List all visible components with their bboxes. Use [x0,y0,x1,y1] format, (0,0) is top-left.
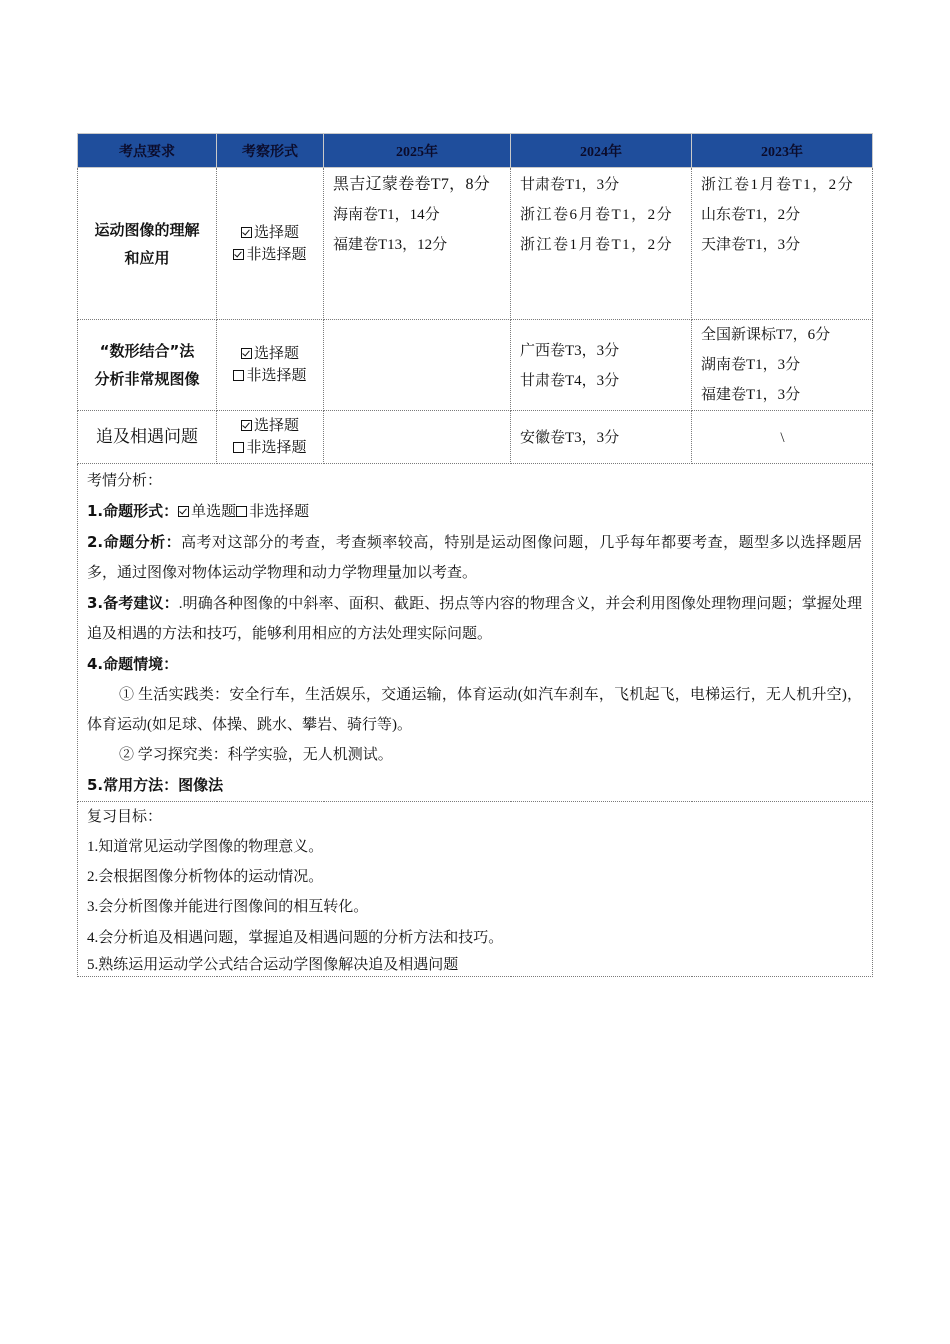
topic-line: 分析非常规图像 [94,370,200,388]
option-choice: 选择题 [217,343,323,365]
topic-cell [78,320,217,411]
exam-entry: 福建卷T13，12分 [333,237,448,253]
analysis-paragraph: 2.命题分析：高考对这部分的考查，考查频率较高，特别是运动图像问题，几乎每年都要考查，题型多以选择题居多，通过图像对物体运动学物理和动力学物理量加以考查。 [87,533,862,581]
method-line: 5.常用方法：图像法 [87,776,224,794]
option-nonchoice: 非选择题 [217,437,323,459]
advice-paragraph: 3.备考建议：.明确各种图像的中斜率、面积、截距、拐点等内容的物理含义，并会利用图像处理物理问题；掌握处理追及相遇的方法和技巧，能够利用相应的方法处理实际问题。 [87,594,862,642]
goals-section [78,802,873,977]
exam-entry: 天津卷T1，3分 [701,237,801,253]
exam-entry: 安徽卷T3，3分 [520,430,620,446]
exam-entry: 浙江卷6月卷T1，2分 [520,207,674,223]
option-choice: 选择题 [217,415,323,437]
exam-entry: 湖南卷T1，3分 [701,357,801,373]
form-cell [217,168,324,320]
checked-box-icon [178,506,189,517]
form-cell [217,320,324,411]
checked-box-icon [241,420,252,431]
header-2023: 2023年 [692,134,873,168]
form-line: 1.命题形式： 单选题 非选择题 [87,502,310,520]
topic-cell [78,168,217,320]
cell-2024 [511,411,692,464]
cell-2023 [692,168,873,320]
analysis-section [78,464,873,802]
context-heading: 4.命题情境： [87,655,179,673]
cell-2023 [692,320,873,411]
option-nonchoice: 非选择题 [217,365,323,387]
table-header-row [78,134,873,168]
cell-2024 [511,320,692,411]
topic-line: 运动图像的理解 [94,220,200,239]
table-row [78,168,873,320]
checked-box-icon [233,249,244,260]
topic-line: 追及相遇问题 [96,427,198,447]
header-2024: 2024年 [511,134,692,168]
table-row [78,411,873,464]
analysis-heading: 考情分析： [87,473,163,489]
exam-entry: 甘肃卷T1，3分 [520,177,620,193]
exam-analysis-table [77,133,873,977]
option-nonchoice: 非选择题 [217,244,323,266]
goals-row [78,802,873,977]
topic-cell [78,411,217,464]
goal-item: 1.知道常见运动学图像的物理意义。 [87,839,324,855]
cell-2024 [511,168,692,320]
exam-entry: 全国新课标T7，6分 [701,327,831,343]
context-item: ② 学习探究类：科学实验，无人机测试。 [119,747,393,763]
context-item: ① 生活实践类：安全行车，生活娱乐，交通运输，体育运动(如汽车刹车，飞机起飞，电梯运行，无人机升空)，体育运动(如足球、体操、跳水、攀岩、骑行等)。 [87,687,862,733]
header-form: 考察形式 [217,134,324,168]
header-2025: 2025年 [324,134,511,168]
topic-line: 和应用 [124,248,170,267]
form-cell [217,411,324,464]
checked-box-icon [241,227,252,238]
goals-heading: 复习目标： [87,809,163,825]
analysis-row [78,464,873,802]
cell-2025 [324,168,511,320]
exam-entry: 广西卷T3，3分 [520,343,620,359]
cell-2023 [692,411,873,464]
empty-marker: \ [780,430,785,446]
goal-item: 3.会分析图像并能进行图像间的相互转化。 [87,899,369,915]
exam-entry: 浙江卷1月卷T1，2分 [520,237,674,253]
table-row [78,320,873,411]
empty-box-icon [236,506,247,517]
topic-line: “数形结合”法 [99,342,195,360]
exam-entry: 山东卷T1，2分 [701,207,801,223]
exam-entry: 海南卷T1，14分 [333,207,440,223]
exam-entry: 福建卷T1，3分 [701,387,801,403]
goal-item: 4.会分析追及相遇问题，掌握追及相遇问题的分析方法和技巧。 [87,930,504,946]
goal-item: 2.会根据图像分析物体的运动情况。 [87,869,324,885]
checked-box-icon [241,348,252,359]
exam-entry: 黑吉辽蒙卷卷T7，8分 [333,176,491,193]
empty-box-icon [233,442,244,453]
cell-2025 [324,411,511,464]
exam-entry: 浙江卷1月卷T1，2分 [701,177,855,193]
option-choice: 选择题 [217,222,323,244]
header-topic: 考点要求 [78,134,217,168]
cell-2025 [324,320,511,411]
goal-item: 5.熟练运用运动学公式结合运动学图像解决追及相遇问题 [87,957,459,973]
empty-box-icon [233,370,244,381]
exam-entry: 甘肃卷T4，3分 [520,373,620,389]
